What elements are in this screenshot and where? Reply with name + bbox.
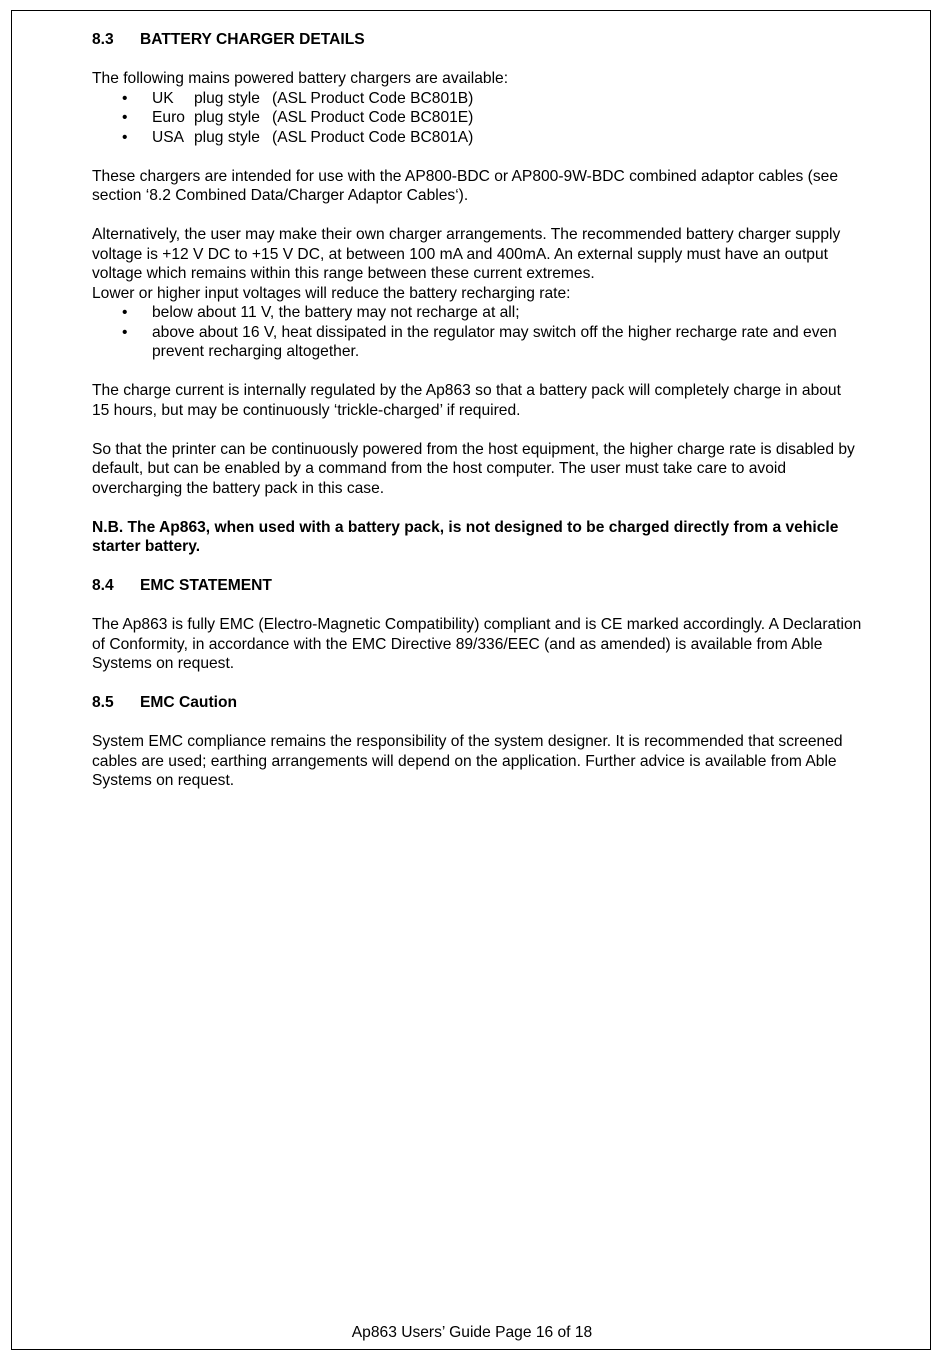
charger-code: (ASL Product Code BC801A)	[272, 128, 474, 146]
voltage-list	[92, 303, 862, 362]
charger-plug: plug style	[194, 109, 260, 126]
charger-code: (ASL Product Code BC801E)	[272, 109, 474, 126]
voltage-intro: Lower or higher input voltages will reduce the battery recharging rate:	[92, 284, 571, 302]
bullet-icon: •	[122, 128, 128, 146]
adaptor-paragraph: These chargers are intended for use with the AP800-BDC or AP800-9W-BDC combined adaptor cables (see section ‘8.2 Combined Data/Charger Adaptor Cables‘).	[92, 167, 839, 204]
charger-region: UK	[152, 89, 174, 107]
bullet-icon: •	[122, 109, 128, 126]
emc-caution-paragraph: System EMC compliance remains the responsibility of the system designer. It is recommended that screened cables are used; earthing arrangements will depend on the application. Further advice is available from Able Systems on request.	[92, 733, 843, 789]
list-item	[92, 108, 862, 128]
section-heading-8-3	[92, 30, 862, 50]
emc-statement-paragraph: The Ap863 is fully EMC (Electro-Magnetic Compatibility) compliant and is CE marked accordingly. A Declaration of Conformity, in accordance with the EMC Directive 89/336/EEC (and as amended) is available from Able Systems on request.	[92, 616, 862, 672]
section-title: BATTERY CHARGER DETAILS	[140, 31, 365, 48]
charger-list	[92, 89, 862, 148]
section-number: 8.3	[92, 31, 114, 48]
section-title: EMC Caution	[140, 694, 238, 711]
bullet-icon: •	[122, 89, 128, 107]
charger-plug: plug style	[194, 128, 260, 146]
warning-note: N.B. The Ap863, when used with a battery pack, is not designed to be charged directly from a vehicle starter battery.	[92, 518, 839, 555]
list-item	[92, 303, 862, 323]
charger-region: USA	[152, 128, 185, 146]
section-heading-8-5	[92, 693, 862, 713]
document-body	[92, 30, 862, 810]
list-item	[92, 128, 862, 148]
section-title: EMC STATEMENT	[140, 577, 272, 594]
bullet-icon: •	[122, 304, 128, 321]
charger-code: (ASL Product Code BC801B)	[272, 89, 474, 107]
voltage-bullet-text: below about 11 V, the battery may not recharge at all;	[152, 304, 520, 321]
section-number: 8.4	[92, 577, 114, 594]
list-item	[92, 89, 862, 109]
page-footer: Ap863 Users’ Guide Page 16 of 18	[351, 1324, 593, 1341]
host-power-paragraph: So that the printer can be continuously powered from the host equipment, the higher charge rate is disabled by default, but can be enabled by a command from the host computer. The user must take care to avoid overcharging the battery pack in this case.	[92, 440, 855, 497]
charger-region: Euro	[152, 109, 185, 126]
charge-current-paragraph: The charge current is internally regulated by the Ap863 so that a battery pack will completely charge in about 15 hours, but may be continuously ‘trickle-charged’ if required.	[92, 382, 841, 419]
voltage-bullet-text: above about 16 V, heat dissipated in the regulator may switch off the higher recharge rate and even prevent recharging altogether.	[152, 323, 837, 360]
charger-plug: plug style	[194, 89, 260, 107]
section-heading-8-4	[92, 576, 862, 596]
charger-intro: The following mains powered battery chargers are available:	[92, 70, 509, 87]
own-charger-paragraph: Alternatively, the user may make their own charger arrangements. The recommended battery charger supply voltage is +12 V DC to +15 V DC, at between 100 mA and 400mA. An external supply must have an output voltage which remains within this range between these current extremes.	[92, 226, 841, 282]
bullet-icon: •	[122, 323, 128, 341]
list-item	[92, 323, 862, 362]
section-number: 8.5	[92, 694, 114, 711]
